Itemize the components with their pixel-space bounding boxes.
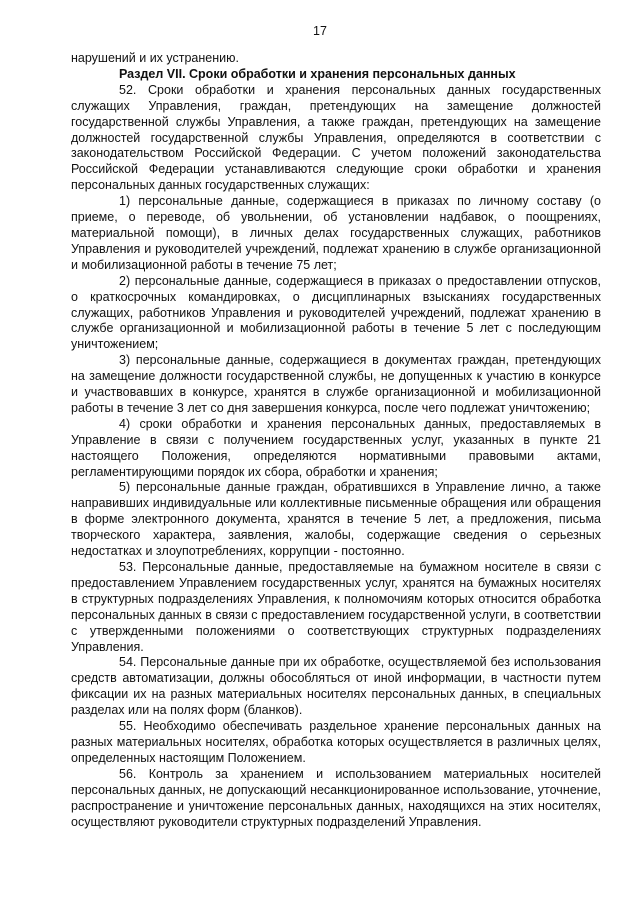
page-number: 17	[313, 24, 327, 38]
section-title: Раздел VII. Сроки обработки и хранения персональных данных	[119, 66, 516, 81]
paragraph-52: 52. Сроки обработки и хранения персональных данных государственных служащих Управления, граждан, претендующих на замещение должностей государственной службы Управления, а также граждан, претендующих на замещение должностей государственной службы Управления, определяются в соответствии с законодательством Российской Федерации. С учетом положений законодательства Российской Федерации устанавливаются следующие сроки обработки и хранения персональных данных государственных служащих:	[71, 82, 601, 193]
paragraph-56: 56. Контроль за хранением и использованием материальных носителей персональных данных, не допускающий несанкционированное использование, уточнение, распространение и уничтожение персональных данных, находящихся на этих носителях, осуществляют руководители структурных подразделений Управления.	[71, 766, 601, 829]
list-item-2: 2) персональные данные, содержащиеся в приказах о предоставлении отпусков, о краткосрочных командировках, о дисциплинарных взысканиях государственных служащих, работников Управления и руководителей учреждений, подлежат хранению в службе организационной и мобилизационной работы в течение 5 лет с последующим уничтожением;	[71, 273, 601, 352]
list-item-4: 4) сроки обработки и хранения персональных данных, предоставляемых в Управление в связи с получением государственных услуг, указанных в пункте 21 настоящего Положения, определяются нормативными правовыми актами, регламентирующими порядок их сбора, обработки и хранения;	[71, 416, 601, 479]
document-body	[71, 51, 601, 830]
paragraph-53: 53. Персональные данные, предоставляемые на бумажном носителе в связи с предоставлением Управлением государственных услуг, хранятся на бумажных носителях в структурных подразделениях Управления, к полномочиям которых относится обработка персональных данных в связи с предоставлением государственной услуги, в соответствии с утвержденными положениями о соответствующих структурных подразделениях Управления.	[71, 560, 601, 654]
paragraph-54: 54. Персональные данные при их обработке, осуществляемой без использования средств автоматизации, должны обособляться от иной информации, в частности путем фиксации их на разных материальных носителях персональных данных, в специальных разделах или на полях форм (бланков).	[71, 655, 601, 718]
list-item-3: 3) персональные данные, содержащиеся в документах граждан, претендующих на замещение должности государственной службы, не допущенных к участию в конкурсе и участвовавших в конкурсе, хранятся в службе организационной и мобилизационной работы в течение 3 лет со дня завершения конкурса, после чего подлежат уничтожению;	[71, 353, 601, 415]
list-item-1: 1) персональные данные, содержащиеся в приказах по личному составу (о приеме, о переводе, об увольнении, об установлении надбавок, о поощрениях, материальной помощи), в личных делах государственных служащих, работников Управления и руководителей учреждений, подлежат хранению в службе организационной и мобилизационной работы в течение 75 лет;	[71, 194, 601, 272]
paragraph-55: 55. Необходимо обеспечивать раздельное хранение персональных данных на разных материальных носителях, обработка которых осуществляется в различных целях, определенных настоящим Положением.	[71, 719, 601, 765]
continuation-text: нарушений и их устранению.	[71, 51, 239, 65]
list-item-5: 5) персональные данные граждан, обратившихся в Управление лично, а также направивших индивидуальные или коллективные письменные обращения или обращения в форме электронного документа, хранятся в течение 5 лет, а предложения, письма творческого характера, заявления, жалобы, содержащие сведения о серьезных недостатках и злоупотреблениях, коррупции - постоянно.	[71, 480, 601, 559]
